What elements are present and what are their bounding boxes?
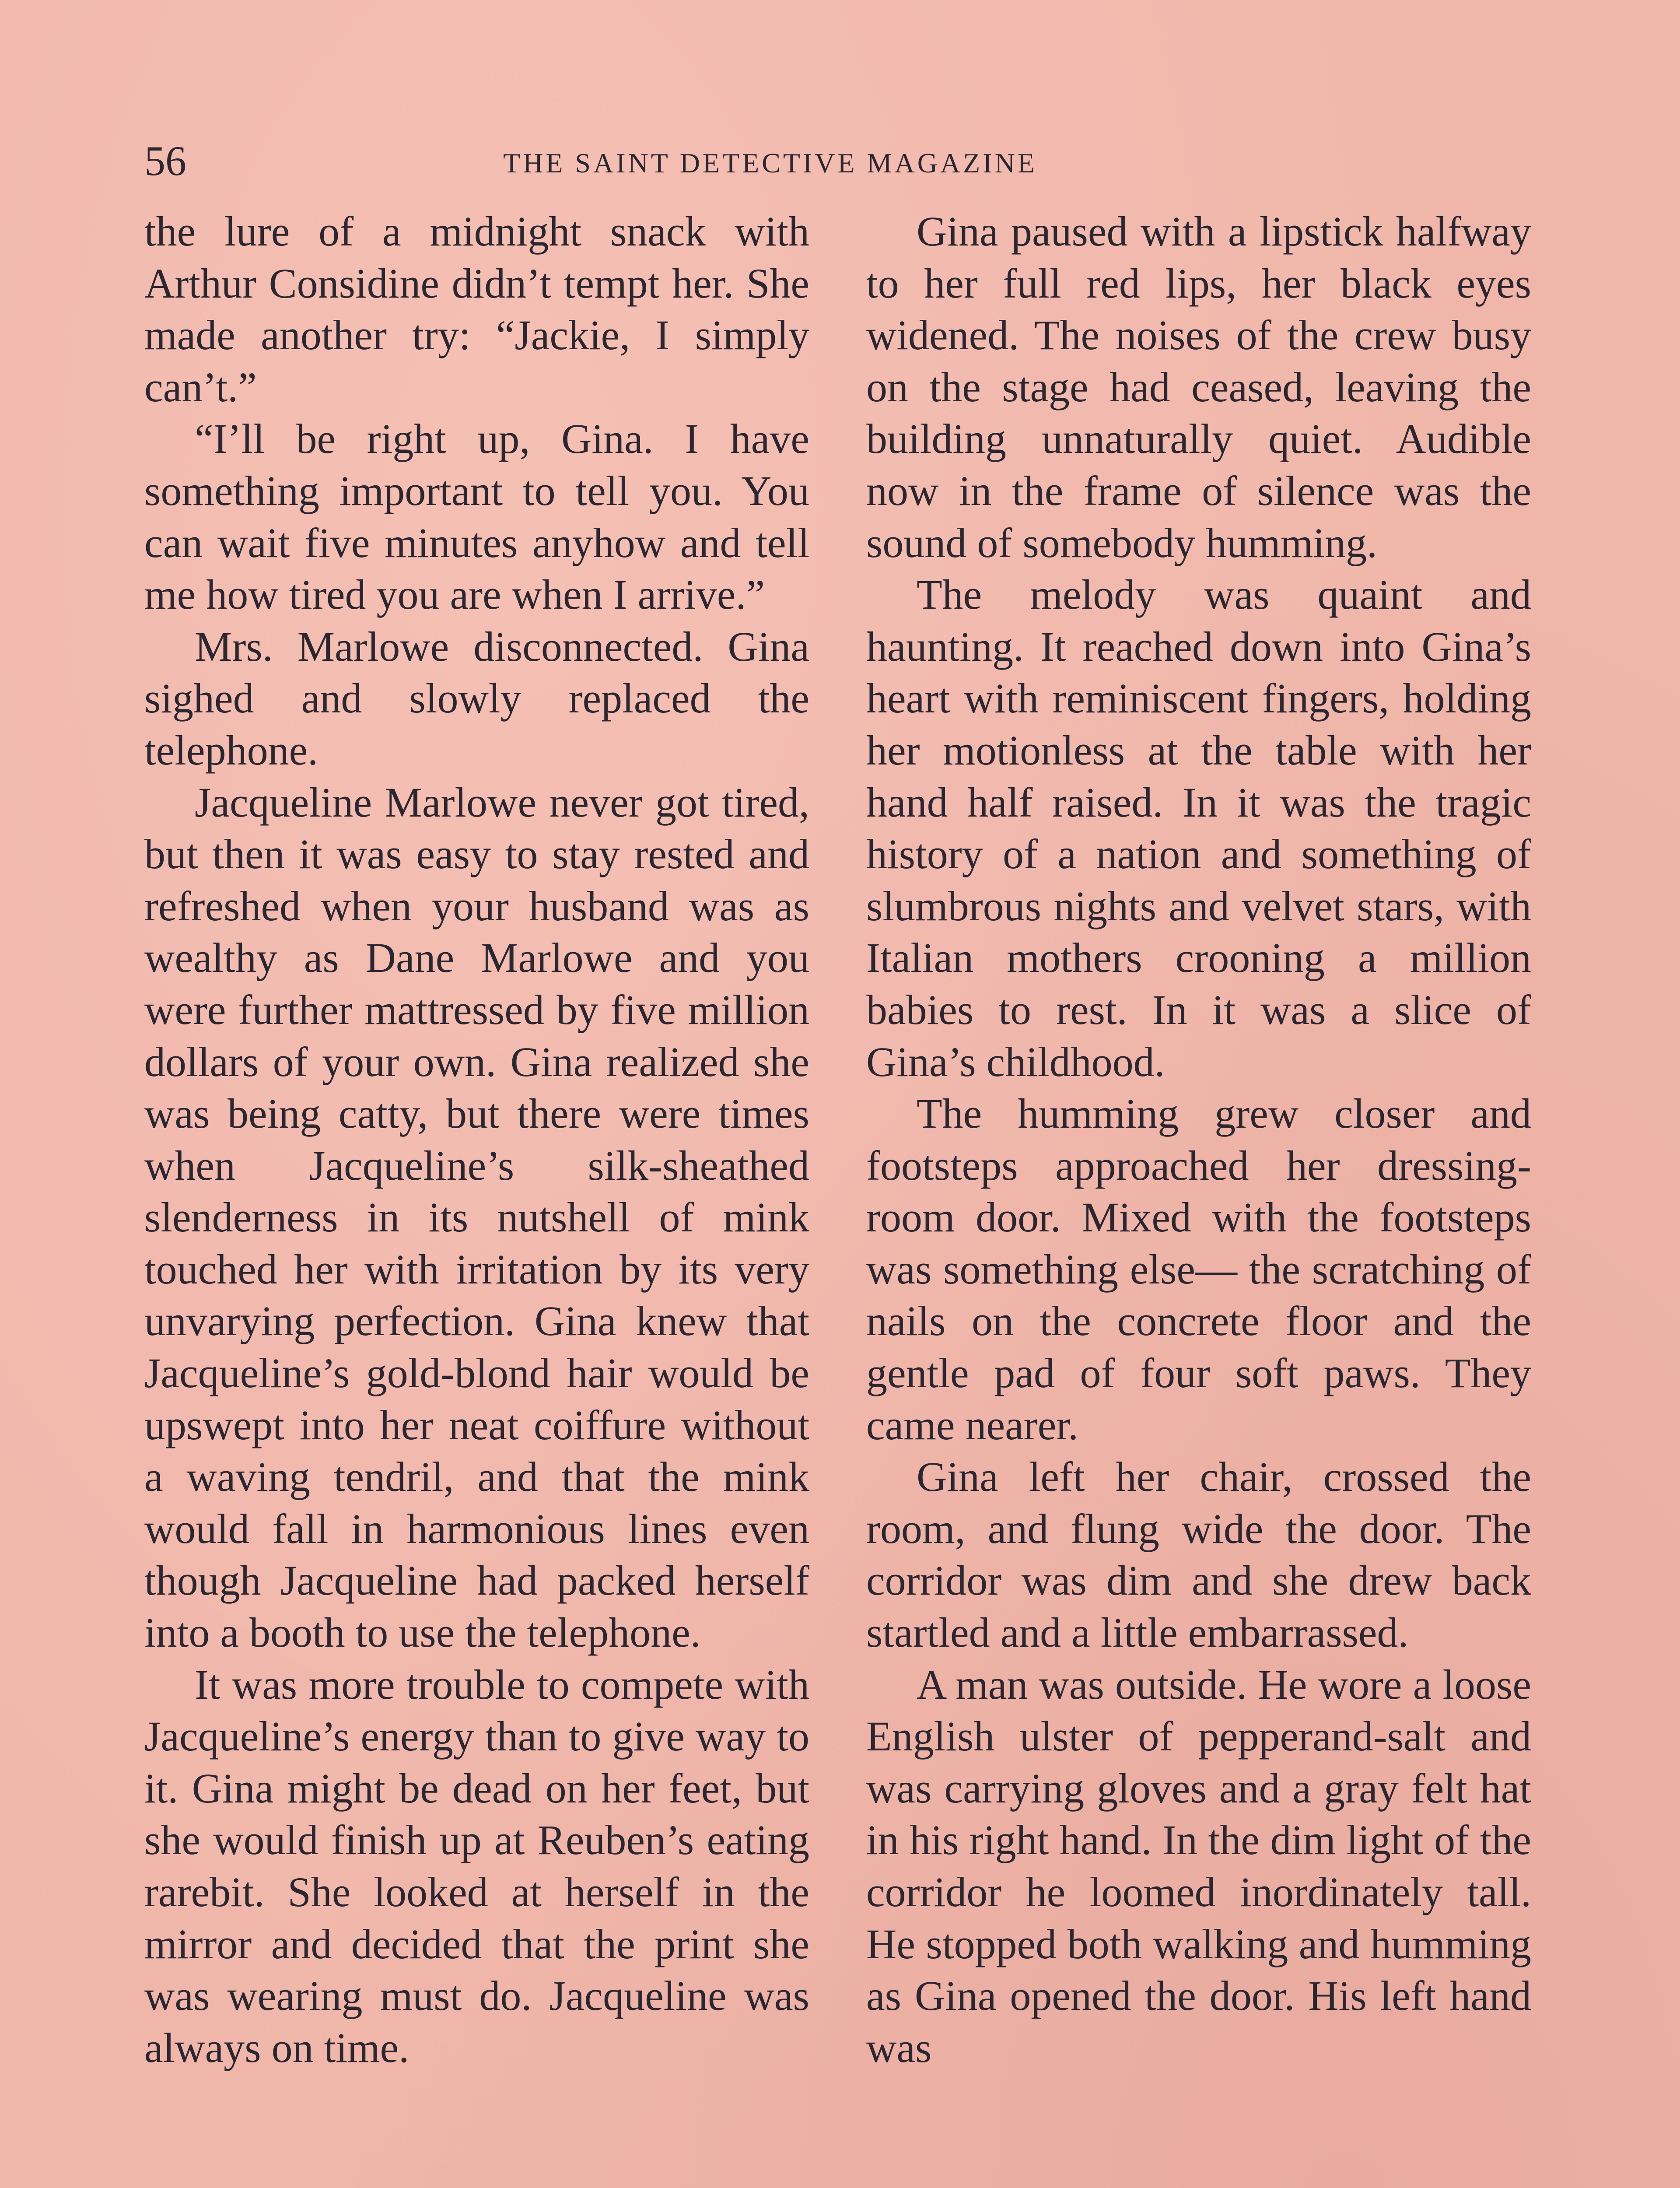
- paragraph: The melody was quaint and haunting. It reached down into Gina’s heart with reminiscent fingers, holding her motionless at the table with her hand half raised. In it was the tragic history of a nation and something of slumbrous nights and velvet stars, with Italian mothers crooning a million babies to rest. In it was a slice of Gina’s childhood.: [866, 571, 1531, 1085]
- paragraph: Gina paused with a lipstick halfway to her full red lips, her black eyes widened. The noises of the crew busy on the stage had ceased, leaving the building unnaturally quiet. Audible now in the frame of silence was the sound of somebody humming.: [866, 208, 1531, 566]
- page-number: 56: [144, 137, 186, 184]
- paragraph: the lure of a midnight snack with Arthur Considine didn’t tempt her. She made another try: “Jackie, I simply can’t.”: [144, 208, 809, 410]
- paragraph: A man was outside. He wore a loose English ulster of pepperand-salt and was carrying gloves and a gray felt hat in his right hand. In the dim light of the corridor he loomed inordinately tall. He stopped both walking and humming as Gina opened the door. His left hand was: [866, 1661, 1531, 2071]
- left-column: [144, 206, 809, 2074]
- paragraph: Mrs. Marlowe disconnected. Gina sighed and slowly replaced the telephone.: [144, 623, 809, 774]
- right-column: [866, 206, 1531, 2074]
- running-head: THE SAINT DETECTIVE MAGAZINE: [503, 147, 1037, 179]
- paragraph: It was more trouble to compete with Jacqueline’s energy than to give way to it. Gina might be dead on her feet, but she would finish up at Reuben’s eating rarebit. She looked at herself in the mirror and decided that the print she was wearing must do. Jacqueline was always on time.: [144, 1661, 809, 2071]
- paragraph: Jacqueline Marlowe never got tired, but then it was easy to stay rested and refreshed when your husband was as wealthy as Dane Marlowe and you were further mattressed by five million dollars of your own. Gina realized she was being catty, but there were times when Jacqueline’s silk-sheathed slenderness in its nutshell of mink touched her with irritation by its very unvarying perfection. Gina knew that Jacqueline’s gold-blond hair would be upswept into her neat coiffure without a waving tendril, and that the mink would fall in harmonious lines even though Jacqueline had packed herself into a booth to use the telephone.: [144, 778, 809, 1656]
- page-header: [144, 139, 1544, 183]
- paragraph: The humming grew closer and footsteps approached her dressing-room door. Mixed with the footsteps was something else— the scratching of nails on the concrete floor and the gentle pad of four soft paws. They came nearer.: [866, 1090, 1531, 1448]
- paragraph: “I’ll be right up, Gina. I have something important to tell you. You can wait five minutes anyhow and tell me how tired you are when I arrive.”: [144, 415, 809, 618]
- paragraph: Gina left her chair, crossed the room, and flung wide the door. The corridor was dim and she drew back startled and a little embarrassed.: [866, 1453, 1531, 1656]
